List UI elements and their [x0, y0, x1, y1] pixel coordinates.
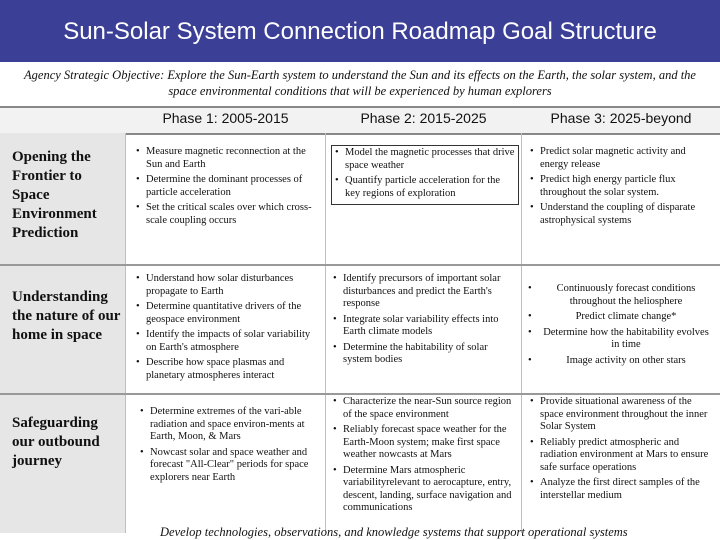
row-divider [0, 393, 720, 395]
list-item: • Nowcast solar and space weather and forecast "All-Clear" periods for space explorers near Earth [140, 447, 318, 485]
column-divider [521, 133, 522, 533]
list-item: • Predict climate change* [528, 311, 714, 324]
slide-title: Sun-Solar System Connection Roadmap Goal Structure [63, 18, 657, 45]
row-divider [0, 264, 720, 266]
list-item: • Continuously forecast conditions throughout the heliosphere [528, 283, 714, 308]
row-label-journey: Safeguarding our outbound journey [12, 415, 100, 469]
list-item: • Quantify particle acceleration for the key regions of exploration [335, 175, 515, 200]
list-item: • Determine Mars atmospheric variabilityrelevant to aerocapture, entry, descent, landing, surface navigation and communications [333, 465, 515, 515]
agency-objective: Agency Strategic Objective: Explore the Sun-Earth system to understand the Sun and its effects on the Earth, the solar system, and the space environmental conditions that will be experienced by human explorers [24, 68, 696, 98]
list-item: • Identify the impacts of solar variability on Earth's atmosphere [136, 329, 318, 354]
list-item: • Reliably forecast space weather for the Earth-Moon system; make first space weather nowcasts at Mars [333, 424, 515, 462]
phase-3-header: Phase 3: 2025-beyond [550, 110, 692, 126]
list-item: • Integrate solar variability effects into Earth climate models [333, 314, 515, 339]
cell-frontier-phase2 [331, 145, 519, 205]
list-item: • Predict high energy particle flux throughout the solar system. [530, 174, 710, 199]
cell-home-phase2 [333, 273, 515, 370]
list-item: • Model the magnetic processes that drive space weather [335, 147, 515, 172]
list-item: • Measure magnetic reconnection at the Sun and Earth [136, 146, 318, 171]
list-item: • Identify precursors of important solar disturbances and predict the Earth's response [333, 273, 515, 311]
list-item: • Understand how solar disturbances propagate to Earth [136, 273, 318, 298]
cell-home-phase1 [136, 273, 318, 385]
row-label-home: Understanding the nature of our home in space [12, 289, 121, 343]
row-label-frontier: Opening the Frontier to Space Environment Prediction [12, 149, 97, 241]
column-divider [125, 133, 126, 533]
list-item: • Predict solar magnetic activity and energy release [530, 146, 710, 171]
list-item: • Understand the coupling of disparate astrophysical systems [530, 202, 710, 227]
list-item: • Reliably predict atmospheric and radiation environment at Mars to ensure safe surface operations [530, 437, 712, 475]
list-item: • Provide situational awareness of the space environment throughout the inner Solar System [530, 396, 712, 434]
cell-frontier-phase3 [530, 146, 710, 230]
list-item: • Describe how space plasmas and planetary atmospheres interact [136, 357, 318, 382]
list-item: • Determine how the habitability evolves in time [528, 327, 714, 352]
footer-note: Develop technologies, observations, and knowledge systems that support operational systems [160, 525, 628, 539]
list-item: • Determine the dominant processes of particle acceleration [136, 174, 318, 199]
column-divider [325, 133, 326, 533]
cell-journey-phase2 [333, 396, 515, 518]
cell-journey-phase3 [530, 396, 712, 505]
list-item: • Determine the habitability of solar system bodies [333, 342, 515, 367]
cell-journey-phase1 [140, 406, 318, 487]
cell-frontier-phase1 [136, 146, 318, 230]
phase-2-header: Phase 2: 2015-2025 [360, 110, 487, 126]
phase-1-header: Phase 1: 2005-2015 [162, 110, 289, 126]
list-item: • Determine quantitative drivers of the geospace environment [136, 301, 318, 326]
list-item: • Determine extremes of the vari-able radiation and space environ-ments at Earth, Moon, & Mars [140, 406, 318, 444]
cell-home-phase3 [528, 283, 714, 370]
list-item: • Characterize the near-Sun source region of the space environment [333, 396, 515, 421]
list-item: • Analyze the first direct samples of the interstellar medium [530, 477, 712, 502]
list-item: • Set the critical scales over which cross- scale coupling occurs [136, 202, 318, 227]
list-item: • Image activity on other stars [528, 355, 714, 368]
